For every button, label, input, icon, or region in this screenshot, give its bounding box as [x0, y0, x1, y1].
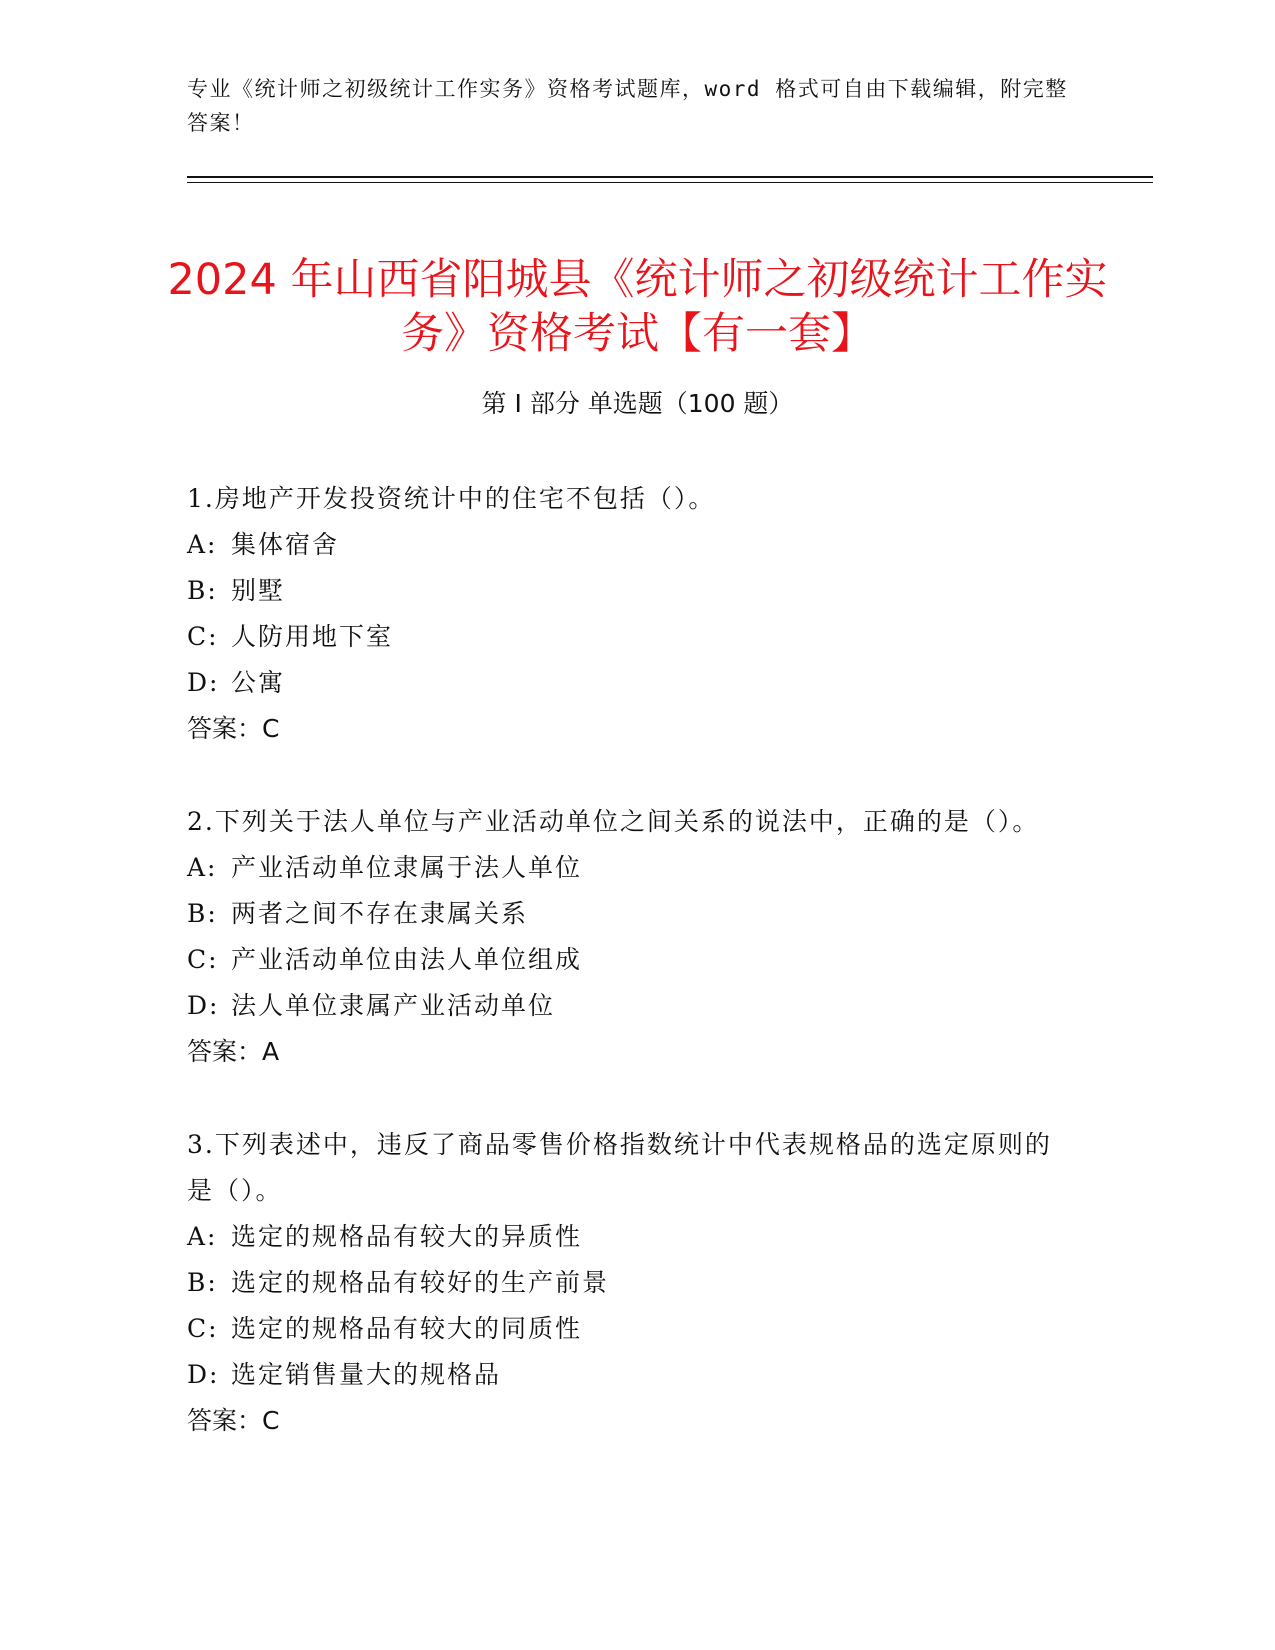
answer-value: C	[262, 1406, 280, 1435]
answer-label: 答案：	[187, 714, 263, 743]
question-list	[187, 476, 1067, 1491]
option-text: 集体宿舍	[231, 530, 340, 559]
answer	[187, 1398, 1067, 1444]
section-heading: 第 I 部分 单选题（100 题）	[481, 389, 794, 418]
option-b	[187, 1260, 1067, 1306]
option-text: 两者之间不存在隶属关系	[231, 899, 529, 928]
question-stem: 3.下列表述中，违反了商品零售价格指数统计中代表规格品的选定原则的是（）。	[187, 1130, 1052, 1205]
option-text: 别墅	[231, 576, 286, 605]
option-c	[187, 937, 1067, 983]
document-title: 2024 年山西省阳城县《统计师之初级统计工作实务》资格考试【有一套】	[167, 254, 1108, 359]
header-note: 专业《统计师之初级统计工作实务》资格考试题库，word 格式可自由下载编辑，附完整答案！	[187, 77, 1068, 135]
question-1	[187, 476, 1067, 752]
answer-label: 答案：	[187, 1406, 263, 1435]
header-rule-thin	[187, 182, 1153, 183]
option-key: D:	[187, 1360, 220, 1389]
option-key: C:	[187, 945, 219, 974]
option-key: B:	[187, 1268, 218, 1297]
option-text: 产业活动单位隶属于法人单位	[231, 853, 583, 882]
option-key: C:	[187, 1314, 219, 1343]
answer	[187, 1029, 1067, 1075]
option-a	[187, 1214, 1067, 1260]
option-key: A:	[187, 530, 218, 559]
option-b	[187, 891, 1067, 937]
question-stem: 2.下列关于法人单位与产业活动单位之间关系的说法中，正确的是（）。	[187, 807, 1040, 836]
option-key: B:	[187, 576, 218, 605]
option-key: A:	[187, 853, 218, 882]
option-text: 产业活动单位由法人单位组成	[231, 945, 583, 974]
option-a	[187, 845, 1067, 891]
option-d	[187, 983, 1067, 1029]
option-text: 人防用地下室	[231, 622, 394, 651]
option-text: 选定的规格品有较大的异质性	[231, 1222, 583, 1251]
option-a	[187, 522, 1067, 568]
option-d	[187, 660, 1067, 706]
option-key: D:	[187, 668, 220, 697]
answer-value: A	[262, 1037, 280, 1066]
option-text: 选定销售量大的规格品	[231, 1360, 502, 1389]
answer	[187, 706, 1067, 752]
option-d	[187, 1352, 1067, 1398]
option-text: 选定的规格品有较大的同质性	[231, 1314, 583, 1343]
option-key: C:	[187, 622, 219, 651]
question-3	[187, 1122, 1067, 1444]
option-c	[187, 1306, 1067, 1352]
option-key: A:	[187, 1222, 218, 1251]
option-key: B:	[187, 899, 218, 928]
option-text: 选定的规格品有较好的生产前景	[231, 1268, 610, 1297]
option-text: 公寓	[231, 668, 286, 697]
option-text: 法人单位隶属产业活动单位	[231, 991, 556, 1020]
option-b	[187, 568, 1067, 614]
option-key: D:	[187, 991, 220, 1020]
answer-value: C	[262, 714, 280, 743]
header-rule-thick	[187, 176, 1153, 178]
question-2	[187, 799, 1067, 1075]
answer-label: 答案：	[187, 1037, 263, 1066]
question-stem: 1.房地产开发投资统计中的住宅不包括（）。	[187, 484, 716, 513]
option-c	[187, 614, 1067, 660]
